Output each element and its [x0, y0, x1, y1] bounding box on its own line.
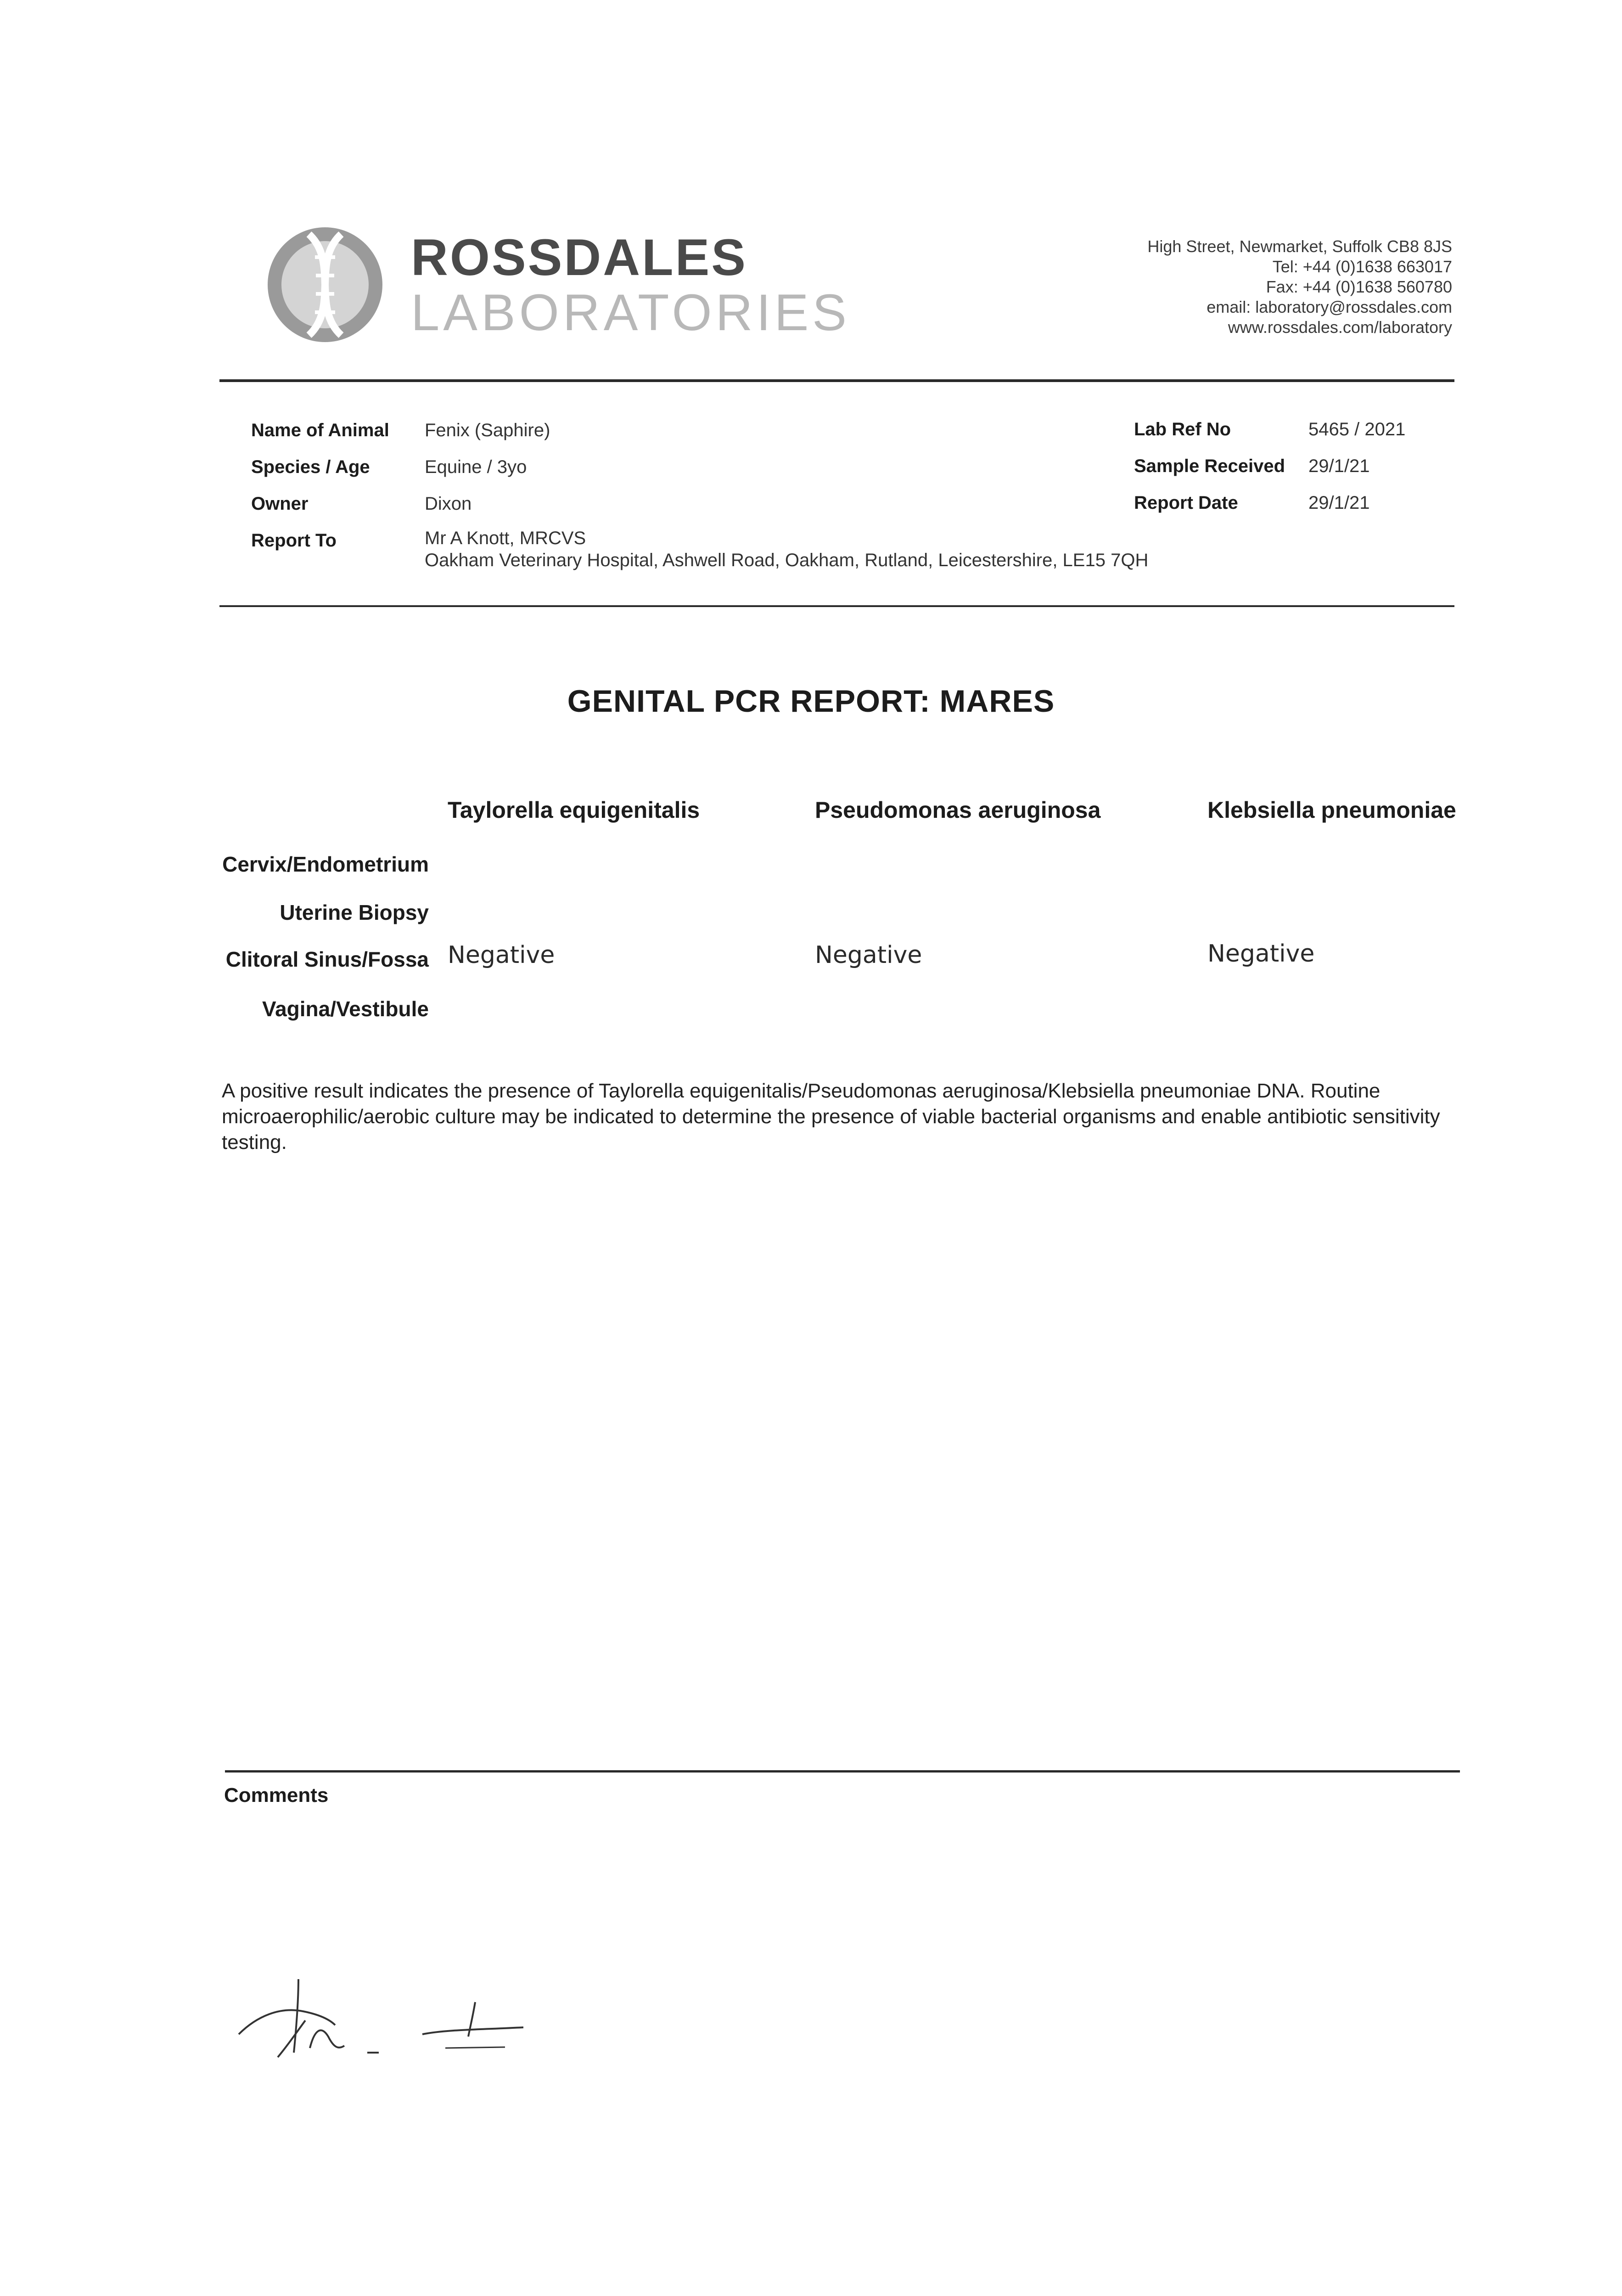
species-age-value: Equine / 3yo	[425, 457, 527, 477]
report-date-value: 29/1/21	[1308, 493, 1370, 513]
comments-label: Comments	[224, 1784, 329, 1806]
report-date-label: Report Date	[1134, 493, 1238, 513]
report-to-address: Oakham Veterinary Hospital, Ashwell Road, Oakham, Rutland, Leicestershire, LE15 7QH	[425, 550, 1149, 570]
address-tel: Tel: +44 (0)1638 663017	[1272, 257, 1452, 276]
interpretation-note: A positive result indicates the presence of Taylorella equigenitalis/Pseudomonas aeruginosa/Klebsiella pneumoniae DNA. Routine microaerophilic/aerobic culture may be indicated to determine the presence of viable bacterial organisms and enable antibiotic sensitivity testing.	[222, 1080, 1440, 1154]
brand-name-line2: LABORATORIES	[411, 284, 850, 341]
lab-ref-label: Lab Ref No	[1134, 419, 1231, 439]
row-label-clitoral-sinus-fossa: Clitoral Sinus/Fossa	[225, 947, 429, 971]
column-header-klebsiella: Klebsiella pneumoniae	[1207, 797, 1456, 823]
result-clitoral-klebsiella: Negative	[1207, 940, 1315, 968]
column-header-pseudomonas: Pseudomonas aeruginosa	[815, 797, 1101, 823]
details-divider	[219, 605, 1454, 607]
species-age-label: Species / Age	[251, 457, 370, 477]
brand-name-line1: ROSSDALES	[411, 229, 747, 286]
row-label-uterine-biopsy: Uterine Biopsy	[280, 900, 429, 924]
address-email: email: laboratory@rossdales.com	[1207, 298, 1452, 316]
row-label-cervix-endometrium: Cervix/Endometrium	[222, 852, 429, 876]
lab-address-block	[1147, 236, 1452, 338]
name-of-animal-label: Name of Animal	[251, 420, 389, 440]
address-street: High Street, Newmarket, Suffolk CB8 8JS	[1147, 237, 1452, 256]
result-clitoral-taylorella: Negative	[448, 941, 555, 969]
column-header-taylorella: Taylorella equigenitalis	[448, 797, 700, 823]
sample-received-label: Sample Received	[1134, 456, 1285, 476]
report-to-label: Report To	[251, 530, 337, 551]
report-to-vet: Mr A Knott, MRCVS	[425, 528, 586, 548]
report-title: GENITAL PCR REPORT: MARES	[567, 684, 1055, 719]
handwritten-signature	[230, 1961, 551, 2066]
result-clitoral-pseudomonas: Negative	[815, 941, 922, 969]
comments-divider	[225, 1770, 1460, 1773]
rossdales-logo-icon	[265, 225, 385, 344]
owner-label: Owner	[251, 494, 309, 514]
lab-ref-value: 5465 / 2021	[1308, 419, 1406, 439]
name-of-animal-value: Fenix (Saphire)	[425, 420, 550, 440]
row-label-vagina-vestibule: Vagina/Vestibule	[262, 997, 429, 1021]
address-fax: Fax: +44 (0)1638 560780	[1266, 277, 1452, 296]
sample-received-value: 29/1/21	[1308, 456, 1370, 476]
address-website: www.rossdales.com/laboratory	[1228, 318, 1452, 337]
owner-value: Dixon	[425, 494, 472, 514]
header-divider	[219, 379, 1454, 382]
